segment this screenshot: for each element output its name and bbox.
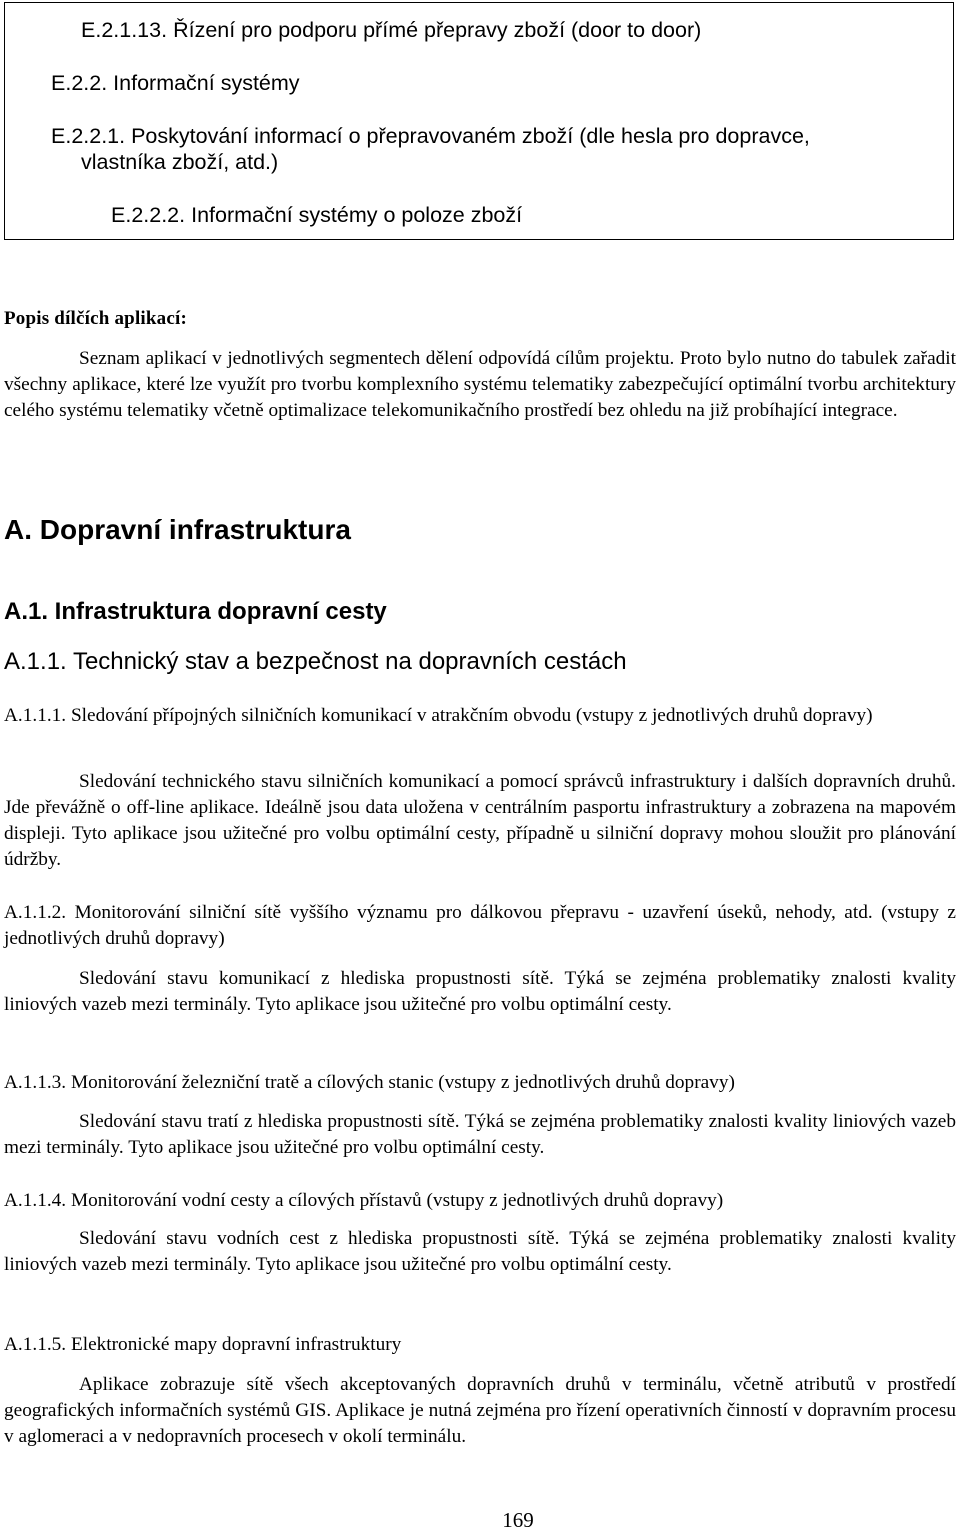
toc-number: E.2.1.13. [81, 18, 168, 42]
item-heading-a1113: A.1.1.3. Monitorování železniční tratě a cílových stanic (vstupy z jednotlivých druhů dopravy) [4, 1072, 735, 1093]
toc-line-e22 [51, 70, 300, 96]
intro-paragraph: Seznam aplikací v jednotlivých segmentech dělení odpovídá cílům projektu. Proto bylo nutno do tabulek zařadit všechny aplikace, které lze využít pro tvorbu komplexního systému telematiky zabezpečující optimální tvorbu architektury celého systému telematiky včetně optimalizace telekomunikačního prostředí bez ohledu na již probíhající integrace. [4, 348, 956, 421]
item-body-a1115: Aplikace zobrazuje sítě všech akceptovaných dopravních druhů v terminálu, včetně atributů v prostředí geografických informačních systémů GIS. Aplikace je nutná zejména pro řízení operativních činností v dopravním procesu v aglomeraci a v nedopravních procesech v okolí terminálu. [4, 1374, 956, 1447]
item-body-a1112: Sledování stavu komunikací z hlediska propustnosti sítě. Týká se zejména problematiky znalosti kvality liniových vazeb mezi terminály. Tyto aplikace jsou užitečné pro volbu optimální cesty. [4, 968, 956, 1015]
toc-title: Informační systémy o poloze zboží [191, 203, 523, 227]
item-body-a1111: Sledování technického stavu silničních komunikací a pomocí správců infrastruktury i dalších dopravních druhů. Jde převážně o off-line aplikace. Ideálně jsou data uložena v centrálním pasportu infrastruktury a zobrazena na mapovém displeji. Tyto aplikace jsou užitečné pro volbu optimální cesty, případně u silniční dopravy mohou sloužit pro plánování údržby. [4, 771, 956, 870]
section-a11-heading: A.1.1. Technický stav a bezpečnost na dopravních cestách [4, 648, 627, 675]
section-a-heading: A. Dopravní infrastruktura [4, 514, 351, 545]
page-number: 169 [502, 1508, 534, 1532]
item-heading-a1111: A.1.1.1. Sledování přípojných silničních komunikací v atrakčním obvodu (vstupy z jednotlivých druhů dopravy) [4, 705, 873, 726]
toc-title: Řízení pro podporu přímé přepravy zboží (door to door) [173, 18, 702, 42]
toc-number: E.2.2. [51, 71, 108, 95]
toc-line-e2113 [81, 17, 701, 43]
toc-title: Poskytování informací o přepravovaném zboží (dle hesla pro dopravce, [131, 124, 810, 148]
item-heading-a1115: A.1.1.5. Elektronické mapy dopravní infrastruktury [4, 1334, 402, 1355]
toc-number: E.2.2.2. [111, 203, 186, 227]
toc-box [4, 2, 954, 240]
toc-line-e221 [51, 123, 810, 149]
item-heading-a1114: A.1.1.4. Monitorování vodní cesty a cílových přístavů (vstupy z jednotlivých druhů dopravy) [4, 1190, 724, 1211]
toc-title: Informační systémy [113, 71, 300, 95]
toc-number: E.2.2.1. [51, 124, 126, 148]
toc-line-e221-cont: vlastníka zboží, atd.) [81, 150, 279, 174]
section-a1-heading: A.1. Infrastruktura dopravní cesty [4, 598, 387, 625]
toc-line-e222 [111, 202, 522, 228]
item-body-a1114: Sledování stavu vodních cest z hlediska propustnosti sítě. Týká se zejména problematiky znalosti kvality liniových vazeb mezi terminály. Tyto aplikace jsou užitečné pro volbu optimální cesty. [4, 1228, 956, 1275]
popis-heading: Popis dílčích aplikací: [4, 308, 188, 329]
item-heading-a1112: A.1.1.2. Monitorování silniční sítě vyššího významu pro dálkovou přepravu - uzavření úseků, nehody, atd. (vstupy z jednotlivých druhů dopravy) [4, 902, 956, 949]
item-body-a1113: Sledování stavu tratí z hlediska propustnosti sítě. Týká se zejména problematiky znalosti kvality liniových vazeb mezi terminály. Tyto aplikace jsou užitečné pro volbu optimální cesty. [4, 1111, 956, 1158]
